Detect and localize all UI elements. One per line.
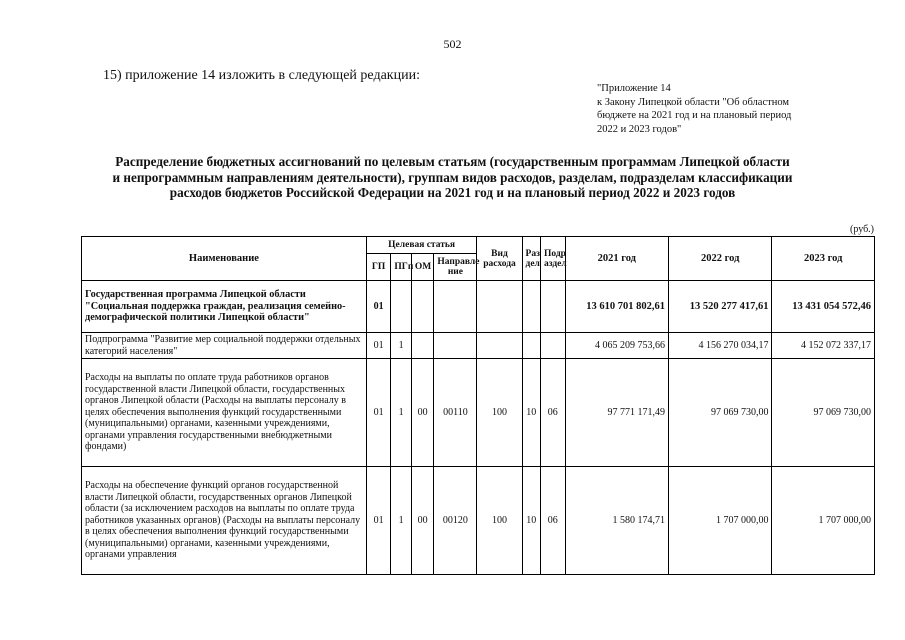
cell-2023: 13 431 054 572,46 xyxy=(772,281,875,333)
cell-om xyxy=(411,281,434,333)
cell-2021: 4 065 209 753,66 xyxy=(565,333,668,359)
row-name: Подпрограмма "Развитие мер социальной поддержки отдельных категорий населения" xyxy=(82,333,367,359)
header-om: ОМ xyxy=(411,254,434,281)
budget-table xyxy=(81,236,875,575)
cell-2023: 1 707 000,00 xyxy=(772,467,875,575)
cell-direction: 00110 xyxy=(434,359,477,467)
header-subsection: Подр аздел xyxy=(540,237,565,281)
header-expense-type: Вид расхода xyxy=(477,237,522,281)
cell-gp: 01 xyxy=(366,281,391,333)
title-line: Распределение бюджетных ассигнований по целевым статьям (государственным программам Липецкой области xyxy=(115,154,790,169)
title-line: и непрограммным направлениям деятельности), группам видов расходов, разделам, подразделам классификации xyxy=(112,169,793,185)
cell-direction xyxy=(434,281,477,333)
cell-2022: 1 707 000,00 xyxy=(669,467,772,575)
cell-subsection xyxy=(540,281,565,333)
appendix-note xyxy=(597,82,837,136)
table-row xyxy=(82,359,875,467)
cell-expense-type xyxy=(477,333,522,359)
header-section: Раз дел xyxy=(522,237,540,281)
document-title xyxy=(50,154,855,201)
cell-2021: 97 771 171,49 xyxy=(565,359,668,467)
cell-subsection: 06 xyxy=(540,359,565,467)
cell-2022: 13 520 277 417,61 xyxy=(669,281,772,333)
cell-gp: 01 xyxy=(366,333,391,359)
cell-subsection: 06 xyxy=(540,467,565,575)
cell-gp: 01 xyxy=(366,467,391,575)
cell-2023: 4 152 072 337,17 xyxy=(772,333,875,359)
table-row xyxy=(82,281,875,333)
header-2022: 2022 год xyxy=(669,237,772,281)
currency-unit: (руб.) xyxy=(850,224,874,235)
row-name: Расходы на выплаты по оплате труда работников органов государственной власти Липецкой области, государственных органов Липецкой области (Расходы на выплаты персоналу в целях обеспечения выполнения функций государственными (муниципальными) органами, казенными учреждениями, органами управления государственными внебюджетными фондами) xyxy=(82,359,367,467)
cell-expense-type: 100 xyxy=(477,359,522,467)
cell-section xyxy=(522,333,540,359)
appendix-line: "Приложение 14 xyxy=(597,83,671,94)
cell-2022: 97 069 730,00 xyxy=(669,359,772,467)
table-row xyxy=(82,467,875,575)
cell-gp: 01 xyxy=(366,359,391,467)
header-direction: Направле ние xyxy=(434,254,477,281)
cell-expense-type xyxy=(477,281,522,333)
cell-section: 10 xyxy=(522,359,540,467)
cell-pgp xyxy=(391,281,411,333)
cell-subsection xyxy=(540,333,565,359)
header-2023: 2023 год xyxy=(772,237,875,281)
title-line: расходов бюджетов Российской Федерации на 2021 год и на плановый период 2022 и 2023 годов xyxy=(169,185,736,200)
row-name: Расходы на обеспечение функций органов государственной власти Липецкой области, государственных органов Липецкой области (за исключением расходов на выплаты по оплате труда работников указанных органов) (Расходы на выплаты персоналу в целях обеспечения выполнения функций государственными (муниципальными) органами, казенными учреждениями, органами управления xyxy=(82,467,367,575)
page-number: 502 xyxy=(443,37,462,51)
appendix-line: к Закону Липецкой области "Об областном xyxy=(597,96,790,108)
cell-direction: 00120 xyxy=(434,467,477,575)
appendix-line: бюджете на 2021 год и на плановый период xyxy=(597,110,792,121)
cell-2021: 13 610 701 802,61 xyxy=(565,281,668,333)
header-name: Наименование xyxy=(82,237,367,281)
header-target-article: Целевая статья xyxy=(366,237,477,254)
cell-pgp: 1 xyxy=(391,467,411,575)
cell-expense-type: 100 xyxy=(477,467,522,575)
cell-2022: 4 156 270 034,17 xyxy=(669,333,772,359)
cell-2023: 97 069 730,00 xyxy=(772,359,875,467)
header-pgp: ПГп xyxy=(391,254,411,281)
cell-om xyxy=(411,333,434,359)
cell-direction xyxy=(434,333,477,359)
cell-pgp: 1 xyxy=(391,359,411,467)
cell-pgp: 1 xyxy=(391,333,411,359)
cell-section xyxy=(522,281,540,333)
cell-om: 00 xyxy=(411,359,434,467)
cell-section: 10 xyxy=(522,467,540,575)
table-row xyxy=(82,333,875,359)
instruction-text: 15) приложение 14 изложить в следующей редакции: xyxy=(103,68,420,83)
header-2021: 2021 год xyxy=(565,237,668,281)
cell-2021: 1 580 174,71 xyxy=(565,467,668,575)
header-gp: ГП xyxy=(366,254,391,281)
row-name: Государственная программа Липецкой области "Социальная поддержка граждан, реализация семейно-демографической политики Липецкой области" xyxy=(82,281,367,333)
cell-om: 00 xyxy=(411,467,434,575)
appendix-line: 2022 и 2023 годов" xyxy=(597,123,682,135)
